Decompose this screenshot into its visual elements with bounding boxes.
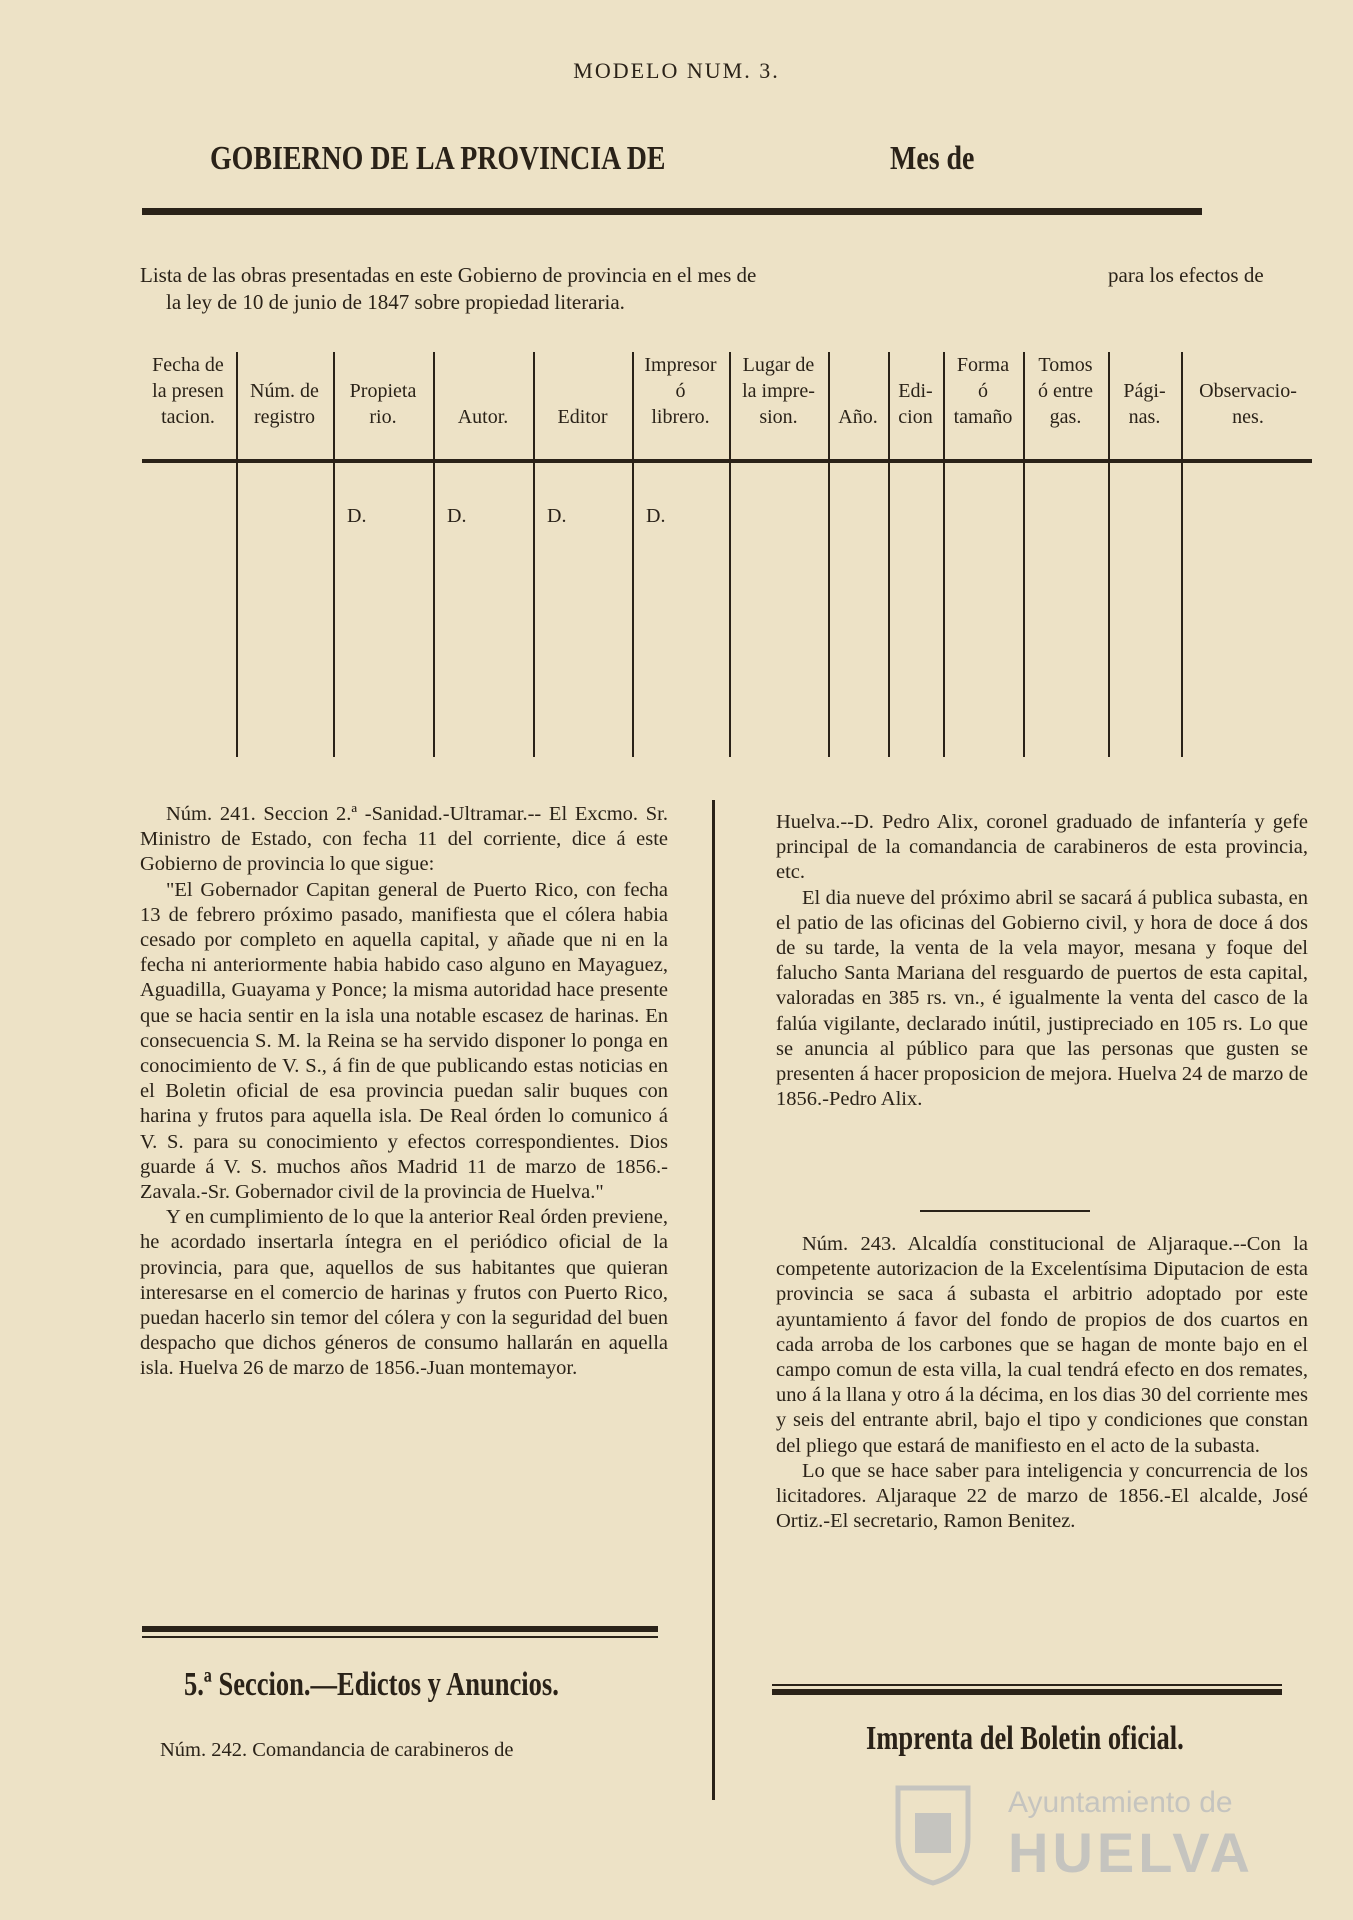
watermark [883, 1778, 1283, 1888]
intro-text [140, 262, 1320, 316]
table-header-7: Año. [838, 406, 878, 428]
article-242-body: Huelva.--D. Pedro Alix, coronel graduado de infantería y gefe principal de la comandancia de carabineros de esta provincia, etc. [776, 811, 1308, 884]
article-243-body: Núm. 243. Alcaldía constitucional de Aljaraque.--Con la competente autorizacion de la Excelentísima Diputacion de esta provincia se saca á subasta el arbitrio adoptado por este ayuntamiento á favor del fondo de propios de dos cuartos en cada arroba de los carbones que se hagan de monte bajo en el campo comun de esta villa, la cual tendrá efecto en dos remates, uno á la llana y otro á la décima, en los dias 30 del corriente mes y seis del entrante abril, bajo el tipo y condiciones que constan del pliego que estará de manifiesto en el acto de la subasta. [776, 1233, 1308, 1457]
column-divider [712, 800, 715, 1800]
table-cell-2: D. [347, 505, 367, 527]
table-divider [1108, 352, 1110, 757]
table-divider [333, 352, 335, 757]
intro-line2: la ley de 10 de junio de 1847 sobre propiedad literaria. [166, 290, 625, 314]
table-divider [533, 352, 535, 757]
article-242-start: Núm. 242. Comandancia de carabineros de [160, 1739, 514, 1761]
table-header-12: Observacio- nes. [1199, 380, 1297, 428]
article-241-quote: "El Gobernador Capitan general de Puerto Rico, con fecha 13 de febrero próximo pasado, manifiesta que el cólera habia cesado por completo en aquella capital, y añade que ni en la fecha ni anteriormente habia habido caso alguno en Mayaguez, Aguadilla, Guayama y Ponce; la misma autoridad hace presente que se hacia sentir en la isla una notable escasez de harinas. En consecuencia S. M. la Reina se ha servido disponer lo ponga en conocimiento de V. S., á fin de que publicando estas noticias en el Boletin oficial de esa provincia puedan salir buques con harina y frutos para aquella isla. De Real órden lo comunico á V. S. para su conocimiento y efectos correspondientes. Dios guarde á V. S. muchos años Madrid 11 de marzo de 1856.-Zavala.-Sr. Gobernador civil de la provincia de Huelva." [140, 878, 668, 1204]
table-header-8: Edi- cion [898, 380, 933, 428]
table-divider [1181, 352, 1183, 757]
table-header-0: Fecha de la presen tacion. [152, 354, 224, 428]
province-heading: GOBIERNO DE LA PROVINCIA DE [210, 140, 666, 177]
right-column-lower [776, 1232, 1308, 1534]
article-241-closing: Y en cumplimiento de lo que la anterior Real órden previene, he acordado insertarla íntegra en el periódico oficial de la provincia, para que, aquellos de sus habitantes que quieran interesarse en el comercio de harinas y frutos con Puerto Rico, puedan hacerlo sin temor del cólera y con la seguridad del buen despacho que dichos géneros de consumo hallarán en aquella isla. Huelva 26 de marzo de 1856.-Juan montemayor. [140, 1206, 668, 1380]
article-243-closing: Lo que se hace saber para inteligencia y concurrencia de los licitadores. Aljaraque 22 de marzo de 1856.-El alcalde, José Ortiz.-El secretario, Ramon Benitez. [776, 1459, 1308, 1533]
table-cell-5: D. [646, 505, 666, 527]
section-title: 5.ª Seccion.—Edictos y Anuncios. [184, 1666, 559, 1703]
intro-line1b: para los efectos de [1108, 263, 1264, 287]
table-divider [1023, 352, 1025, 757]
table-header-11: Pági- nas. [1123, 380, 1166, 428]
article-242-auction: El dia nueve del próximo abril se sacará á publica subasta, en el patio de las oficinas del Gobierno civil, y hora de doce á dos de su tarde, la venta de la vela mayor, mesana y foque del falucho Santa Mariana del resguardo de puertos de esta capital, valoradas en 385 rs. vn., é igualmente la venta del casco de la falúa vigilante, declarado inútil, justipreciado en 105 rs. Lo que se anuncia al público para que las personas que gusten se presenten á hacer proposicion de mejora. Huelva 24 de marzo de 1856.-Pedro Alix. [776, 886, 1308, 1111]
watermark-line1: Ayuntamiento de [1008, 1786, 1233, 1819]
table-header-2: Propieta rio. [349, 380, 417, 428]
left-column [140, 802, 668, 1382]
table-header-9: Forma ó tamaño [953, 354, 1013, 428]
table-cell-3: D. [447, 505, 467, 527]
month-heading: Mes de [890, 140, 975, 177]
imprenta-rule-top [772, 1684, 1282, 1686]
table-cell-4: D. [547, 505, 567, 527]
table-divider [943, 352, 945, 757]
article-separator [920, 1210, 1090, 1212]
table-header-4: Editor [557, 406, 608, 428]
table-divider [729, 352, 731, 757]
table-divider [632, 352, 634, 757]
table-header-3: Autor. [457, 406, 509, 428]
table-divider [433, 352, 435, 757]
section-rule-bottom [142, 1636, 658, 1638]
section-rule-top [142, 1626, 658, 1632]
table-header-6: Lugar de la impre- sion. [742, 354, 815, 428]
table-divider [828, 352, 830, 757]
header-rule [142, 208, 1202, 215]
table-divider [236, 352, 238, 757]
intro-line1a: Lista de las obras presentadas en este Gobierno de provincia en el mes de [140, 263, 757, 287]
right-column [776, 810, 1308, 1112]
crest-icon [883, 1778, 983, 1888]
imprenta-rule-bottom [772, 1689, 1282, 1695]
model-number: MODELO NUM. 3. [573, 58, 780, 83]
table-header-10: Tomos ó entre gas. [1038, 354, 1093, 428]
table-divider [888, 352, 890, 757]
watermark-line2: HUELVA [1008, 1821, 1254, 1884]
table-header-5: Impresor ó librero. [644, 354, 717, 428]
article-241-intro: Núm. 241. Seccion 2.ª -Sanidad.-Ultramar.-- El Excmo. Sr. Ministro de Estado, con fecha 11 del corriente, dice á este Gobierno de provincia lo que sigue: [140, 803, 668, 876]
table-header-rule [142, 459, 1312, 463]
table-header-1: Núm. de registro [250, 380, 319, 428]
printer-imprint: Imprenta del Boletin oficial. [866, 1720, 1184, 1757]
